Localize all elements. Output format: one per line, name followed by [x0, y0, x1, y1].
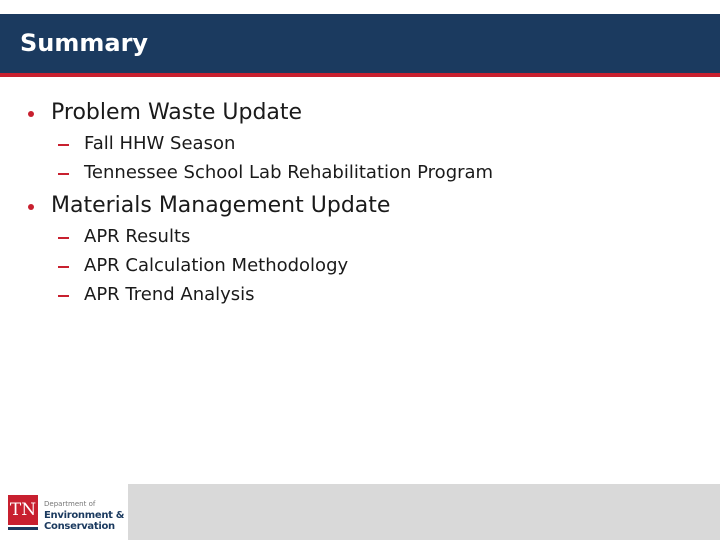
- dash-icon: [58, 173, 69, 175]
- bullet-label: Materials Management Update: [51, 193, 391, 218]
- subitem-label: APR Results: [84, 226, 191, 247]
- dash-icon: [58, 237, 69, 239]
- subitem-label: Fall HHW Season: [84, 133, 236, 154]
- dash-icon: [58, 295, 69, 297]
- logo-text-conservation: Conservation: [44, 521, 115, 532]
- subitem-apr-methodology: [58, 255, 348, 276]
- title-bar: [0, 14, 720, 77]
- logo-underline: [8, 527, 38, 530]
- bullet-label: Problem Waste Update: [51, 100, 303, 125]
- subitem-label: Tennessee School Lab Rehabilitation Program: [84, 162, 494, 183]
- subitem-school-lab: [58, 162, 493, 183]
- tdec-logo: [0, 484, 128, 540]
- dash-icon: [58, 144, 69, 146]
- dash-icon: [58, 266, 69, 268]
- subitem-apr-results: [58, 226, 190, 247]
- bullet-item-materials-management: [28, 193, 390, 218]
- slide-title: Summary: [20, 29, 149, 57]
- bullet-icon: [28, 111, 34, 117]
- subitem-apr-trend: [58, 284, 255, 305]
- subitem-label: APR Calculation Methodology: [84, 255, 349, 276]
- logo-text-environment: Environment &: [44, 510, 125, 521]
- tn-badge-icon: TN: [8, 495, 38, 525]
- bullet-icon: [28, 204, 34, 210]
- footer-bar: [0, 484, 720, 540]
- subitem-label: APR Trend Analysis: [84, 284, 255, 305]
- bullet-item-problem-waste: [28, 100, 302, 125]
- subitem-fall-hhw: [58, 133, 235, 154]
- logo-text-department: Department of: [44, 500, 96, 508]
